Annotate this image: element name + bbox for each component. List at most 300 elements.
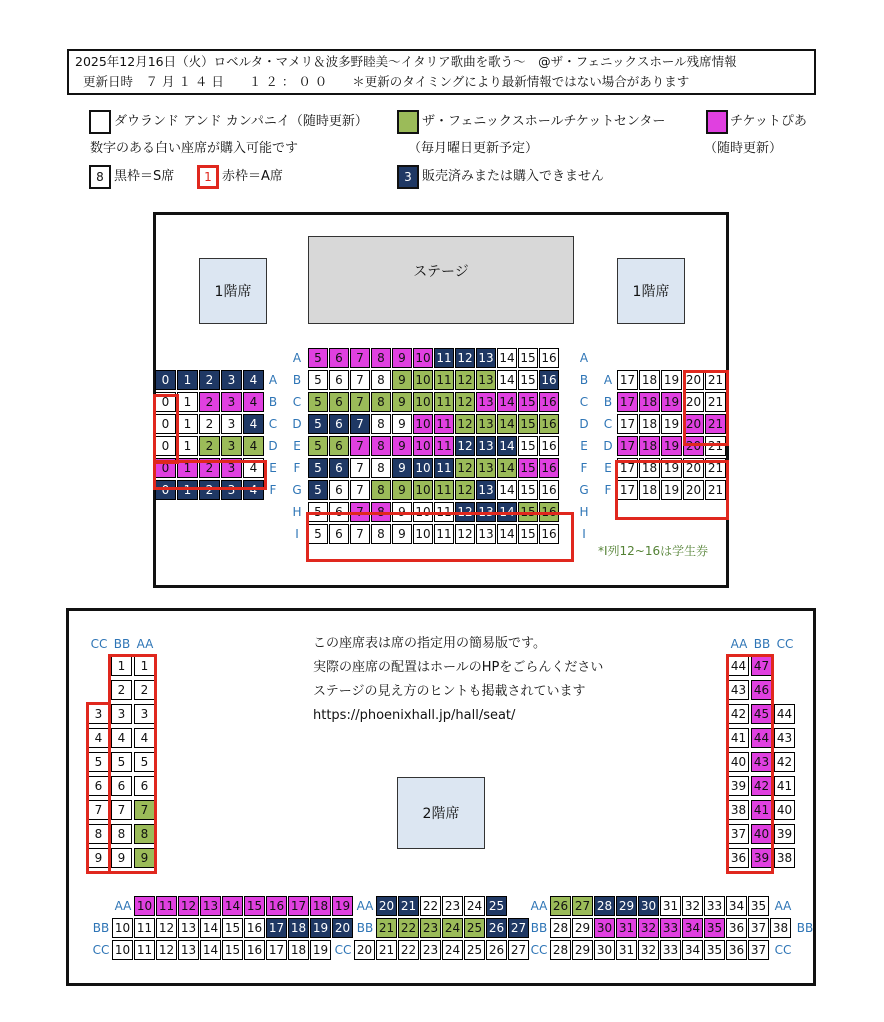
- seat-E16[interactable]: 16: [539, 436, 559, 456]
- seat-A8[interactable]: 8: [371, 348, 391, 368]
- seat-AA6[interactable]: 6: [134, 776, 155, 796]
- seat-A10[interactable]: 10: [413, 348, 433, 368]
- seat-BB-25[interactable]: 25: [464, 918, 485, 938]
- seat-D14[interactable]: 14: [497, 414, 517, 434]
- seat-I10[interactable]: 10: [413, 524, 433, 544]
- seat-G5[interactable]: 5: [308, 480, 328, 500]
- seat-RF21[interactable]: 21: [705, 480, 726, 500]
- seat-AA37[interactable]: 37: [728, 824, 749, 844]
- seat-H10[interactable]: 10: [413, 502, 433, 522]
- seat-D6[interactable]: 6: [329, 414, 349, 434]
- seat-CC43[interactable]: 43: [774, 728, 795, 748]
- seat-LE4[interactable]: 4: [243, 458, 264, 478]
- seat-H11[interactable]: 11: [434, 502, 454, 522]
- seat-I5[interactable]: 5: [308, 524, 328, 544]
- seat-A15[interactable]: 15: [518, 348, 538, 368]
- seat-G6[interactable]: 6: [329, 480, 349, 500]
- seat-BB-12[interactable]: 12: [156, 918, 177, 938]
- seat-BB-19[interactable]: 19: [310, 918, 331, 938]
- seat-LC2[interactable]: 2: [199, 414, 220, 434]
- seat-A12[interactable]: 12: [455, 348, 475, 368]
- seat-RE19[interactable]: 19: [661, 458, 682, 478]
- seat-BB43[interactable]: 43: [751, 752, 772, 772]
- seat-D11[interactable]: 11: [434, 414, 454, 434]
- seat-AA-27[interactable]: 27: [572, 896, 593, 916]
- seat-RC20[interactable]: 20: [683, 414, 704, 434]
- seat-B13[interactable]: 13: [476, 370, 496, 390]
- seat-H12[interactable]: 12: [455, 502, 475, 522]
- seat-CC-29[interactable]: 29: [572, 940, 593, 960]
- seat-D7[interactable]: 7: [350, 414, 370, 434]
- seat-BB-27[interactable]: 27: [508, 918, 529, 938]
- seat-C9[interactable]: 9: [392, 392, 412, 412]
- seat-RA17[interactable]: 17: [617, 370, 638, 390]
- seat-CC-36[interactable]: 36: [726, 940, 747, 960]
- seat-G12[interactable]: 12: [455, 480, 475, 500]
- seat-AA7[interactable]: 7: [134, 800, 155, 820]
- seat-CC-24[interactable]: 24: [442, 940, 463, 960]
- seat-RD18[interactable]: 18: [639, 436, 660, 456]
- seat-CC-11[interactable]: 11: [134, 940, 155, 960]
- seat-H15[interactable]: 15: [518, 502, 538, 522]
- seat-E5[interactable]: 5: [308, 436, 328, 456]
- seat-CC8[interactable]: 8: [88, 824, 109, 844]
- seat-AA-23[interactable]: 23: [442, 896, 463, 916]
- seat-LE3[interactable]: 3: [221, 458, 242, 478]
- seat-CC-15[interactable]: 15: [222, 940, 243, 960]
- seat-B5[interactable]: 5: [308, 370, 328, 390]
- seat-AA-10[interactable]: 10: [134, 896, 155, 916]
- seat-LF4[interactable]: 4: [243, 480, 264, 500]
- seat-CC-21[interactable]: 21: [376, 940, 397, 960]
- seat-LF1[interactable]: 1: [177, 480, 198, 500]
- seat-C5[interactable]: 5: [308, 392, 328, 412]
- seat-BB-31[interactable]: 31: [616, 918, 637, 938]
- seat-BB-18[interactable]: 18: [288, 918, 309, 938]
- seat-CC-18[interactable]: 18: [288, 940, 309, 960]
- seat-B9[interactable]: 9: [392, 370, 412, 390]
- seat-CC-19[interactable]: 19: [310, 940, 331, 960]
- seat-B11[interactable]: 11: [434, 370, 454, 390]
- seat-F15[interactable]: 15: [518, 458, 538, 478]
- seat-C6[interactable]: 6: [329, 392, 349, 412]
- seat-AA-33[interactable]: 33: [704, 896, 725, 916]
- seat-C7[interactable]: 7: [350, 392, 370, 412]
- seat-I8[interactable]: 8: [371, 524, 391, 544]
- seat-LB2[interactable]: 2: [199, 392, 220, 412]
- seat-F6[interactable]: 6: [329, 458, 349, 478]
- seat-BB-35[interactable]: 35: [704, 918, 725, 938]
- seat-CC-27[interactable]: 27: [508, 940, 529, 960]
- seat-AA4[interactable]: 4: [134, 728, 155, 748]
- seat-B6[interactable]: 6: [329, 370, 349, 390]
- seat-BB-29[interactable]: 29: [572, 918, 593, 938]
- seat-LF2[interactable]: 2: [199, 480, 220, 500]
- seat-BB-13[interactable]: 13: [178, 918, 199, 938]
- seat-LD1[interactable]: 1: [177, 436, 198, 456]
- seat-RE20[interactable]: 20: [683, 458, 704, 478]
- seat-C14[interactable]: 14: [497, 392, 517, 412]
- seat-C10[interactable]: 10: [413, 392, 433, 412]
- seat-CC5[interactable]: 5: [88, 752, 109, 772]
- seat-CC3[interactable]: 3: [88, 704, 109, 724]
- seat-BB6[interactable]: 6: [111, 776, 132, 796]
- seat-RB17[interactable]: 17: [617, 392, 638, 412]
- seat-BB-36[interactable]: 36: [726, 918, 747, 938]
- seat-C13[interactable]: 13: [476, 392, 496, 412]
- seat-RA20[interactable]: 20: [683, 370, 704, 390]
- seat-LA2[interactable]: 2: [199, 370, 220, 390]
- seat-C12[interactable]: 12: [455, 392, 475, 412]
- seat-RA21[interactable]: 21: [705, 370, 726, 390]
- seat-CC38[interactable]: 38: [774, 848, 795, 868]
- seat-C16[interactable]: 16: [539, 392, 559, 412]
- seat-CC-26[interactable]: 26: [486, 940, 507, 960]
- seat-LA0[interactable]: 0: [155, 370, 176, 390]
- seat-LB3[interactable]: 3: [221, 392, 242, 412]
- seat-D15[interactable]: 15: [518, 414, 538, 434]
- seat-BB39[interactable]: 39: [751, 848, 772, 868]
- seat-AA1[interactable]: 1: [134, 656, 155, 676]
- seat-E8[interactable]: 8: [371, 436, 391, 456]
- seat-CC-28[interactable]: 28: [550, 940, 571, 960]
- seat-B14[interactable]: 14: [497, 370, 517, 390]
- seat-AA5[interactable]: 5: [134, 752, 155, 772]
- seat-I11[interactable]: 11: [434, 524, 454, 544]
- seat-A7[interactable]: 7: [350, 348, 370, 368]
- seat-AA-29[interactable]: 29: [616, 896, 637, 916]
- seat-I16[interactable]: 16: [539, 524, 559, 544]
- seat-I14[interactable]: 14: [497, 524, 517, 544]
- seat-B15[interactable]: 15: [518, 370, 538, 390]
- seat-AA-26[interactable]: 26: [550, 896, 571, 916]
- seat-F8[interactable]: 8: [371, 458, 391, 478]
- seat-CC-32[interactable]: 32: [638, 940, 659, 960]
- seat-LC4[interactable]: 4: [243, 414, 264, 434]
- seat-AA-14[interactable]: 14: [222, 896, 243, 916]
- seat-CC-31[interactable]: 31: [616, 940, 637, 960]
- seat-G14[interactable]: 14: [497, 480, 517, 500]
- seat-AA-15[interactable]: 15: [244, 896, 265, 916]
- seat-G7[interactable]: 7: [350, 480, 370, 500]
- seat-RC17[interactable]: 17: [617, 414, 638, 434]
- seat-A16[interactable]: 16: [539, 348, 559, 368]
- seat-RC18[interactable]: 18: [639, 414, 660, 434]
- seat-C15[interactable]: 15: [518, 392, 538, 412]
- seat-BB-33[interactable]: 33: [660, 918, 681, 938]
- seat-AA-30[interactable]: 30: [638, 896, 659, 916]
- seat-RB20[interactable]: 20: [683, 392, 704, 412]
- seat-AA3[interactable]: 3: [134, 704, 155, 724]
- seat-CC-12[interactable]: 12: [156, 940, 177, 960]
- seat-AA-21[interactable]: 21: [398, 896, 419, 916]
- seat-H16[interactable]: 16: [539, 502, 559, 522]
- seat-G9[interactable]: 9: [392, 480, 412, 500]
- seat-G11[interactable]: 11: [434, 480, 454, 500]
- seat-LB0[interactable]: 0: [155, 392, 176, 412]
- seat-BB45[interactable]: 45: [751, 704, 772, 724]
- seat-E15[interactable]: 15: [518, 436, 538, 456]
- seat-CC6[interactable]: 6: [88, 776, 109, 796]
- seat-RF18[interactable]: 18: [639, 480, 660, 500]
- seat-LD3[interactable]: 3: [221, 436, 242, 456]
- seat-CC-34[interactable]: 34: [682, 940, 703, 960]
- seat-LE1[interactable]: 1: [177, 458, 198, 478]
- seat-LA3[interactable]: 3: [221, 370, 242, 390]
- seat-RD20[interactable]: 20: [683, 436, 704, 456]
- seat-CC-20[interactable]: 20: [354, 940, 375, 960]
- seat-RE21[interactable]: 21: [705, 458, 726, 478]
- seat-A6[interactable]: 6: [329, 348, 349, 368]
- seat-CC-22[interactable]: 22: [398, 940, 419, 960]
- seat-AA41[interactable]: 41: [728, 728, 749, 748]
- seat-LD4[interactable]: 4: [243, 436, 264, 456]
- seat-CC39[interactable]: 39: [774, 824, 795, 844]
- seat-AA-19[interactable]: 19: [332, 896, 353, 916]
- seat-F13[interactable]: 13: [476, 458, 496, 478]
- seat-LE2[interactable]: 2: [199, 458, 220, 478]
- seat-AA44[interactable]: 44: [728, 656, 749, 676]
- seat-BB-10[interactable]: 10: [112, 918, 133, 938]
- seat-B16[interactable]: 16: [539, 370, 559, 390]
- seat-E10[interactable]: 10: [413, 436, 433, 456]
- seat-E14[interactable]: 14: [497, 436, 517, 456]
- seat-BB-15[interactable]: 15: [222, 918, 243, 938]
- seat-BB5[interactable]: 5: [111, 752, 132, 772]
- seat-AA-32[interactable]: 32: [682, 896, 703, 916]
- seat-BB-34[interactable]: 34: [682, 918, 703, 938]
- seat-H5[interactable]: 5: [308, 502, 328, 522]
- seat-AA-34[interactable]: 34: [726, 896, 747, 916]
- seat-RC19[interactable]: 19: [661, 414, 682, 434]
- seat-BB7[interactable]: 7: [111, 800, 132, 820]
- seat-CC-10[interactable]: 10: [112, 940, 133, 960]
- seat-D13[interactable]: 13: [476, 414, 496, 434]
- seat-CC9[interactable]: 9: [88, 848, 109, 868]
- seat-CC-14[interactable]: 14: [200, 940, 221, 960]
- seat-I9[interactable]: 9: [392, 524, 412, 544]
- seat-AA-11[interactable]: 11: [156, 896, 177, 916]
- seat-AA-28[interactable]: 28: [594, 896, 615, 916]
- seat-LD0[interactable]: 0: [155, 436, 176, 456]
- seat-G16[interactable]: 16: [539, 480, 559, 500]
- seat-AA-13[interactable]: 13: [200, 896, 221, 916]
- seat-BB-23[interactable]: 23: [420, 918, 441, 938]
- seat-RF20[interactable]: 20: [683, 480, 704, 500]
- seat-AA36[interactable]: 36: [728, 848, 749, 868]
- seat-CC-23[interactable]: 23: [420, 940, 441, 960]
- seat-D5[interactable]: 5: [308, 414, 328, 434]
- seat-BB9[interactable]: 9: [111, 848, 132, 868]
- seat-A11[interactable]: 11: [434, 348, 454, 368]
- seat-AA-31[interactable]: 31: [660, 896, 681, 916]
- seat-D16[interactable]: 16: [539, 414, 559, 434]
- seat-LC0[interactable]: 0: [155, 414, 176, 434]
- seat-BB-38[interactable]: 38: [770, 918, 791, 938]
- seat-CC-16[interactable]: 16: [244, 940, 265, 960]
- seat-CC40[interactable]: 40: [774, 800, 795, 820]
- seat-E13[interactable]: 13: [476, 436, 496, 456]
- seat-BB-28[interactable]: 28: [550, 918, 571, 938]
- seat-H8[interactable]: 8: [371, 502, 391, 522]
- seat-CC-33[interactable]: 33: [660, 940, 681, 960]
- seat-AA43[interactable]: 43: [728, 680, 749, 700]
- seat-LC3[interactable]: 3: [221, 414, 242, 434]
- seat-G13[interactable]: 13: [476, 480, 496, 500]
- seat-AA38[interactable]: 38: [728, 800, 749, 820]
- seat-RF19[interactable]: 19: [661, 480, 682, 500]
- seat-AA9[interactable]: 9: [134, 848, 155, 868]
- seat-G8[interactable]: 8: [371, 480, 391, 500]
- seat-CC41[interactable]: 41: [774, 776, 795, 796]
- seat-B8[interactable]: 8: [371, 370, 391, 390]
- seat-RD21[interactable]: 21: [705, 436, 726, 456]
- seat-BB4[interactable]: 4: [111, 728, 132, 748]
- seat-C8[interactable]: 8: [371, 392, 391, 412]
- seat-BB-37[interactable]: 37: [748, 918, 769, 938]
- seat-AA-24[interactable]: 24: [464, 896, 485, 916]
- seat-CC-30[interactable]: 30: [594, 940, 615, 960]
- seat-F7[interactable]: 7: [350, 458, 370, 478]
- seat-D9[interactable]: 9: [392, 414, 412, 434]
- seat-F9[interactable]: 9: [392, 458, 412, 478]
- seat-G15[interactable]: 15: [518, 480, 538, 500]
- seat-AA-16[interactable]: 16: [266, 896, 287, 916]
- seat-CC-25[interactable]: 25: [464, 940, 485, 960]
- seat-CC7[interactable]: 7: [88, 800, 109, 820]
- seat-CC-35[interactable]: 35: [704, 940, 725, 960]
- seat-A5[interactable]: 5: [308, 348, 328, 368]
- seat-RD19[interactable]: 19: [661, 436, 682, 456]
- seat-RB18[interactable]: 18: [639, 392, 660, 412]
- seat-CC44[interactable]: 44: [774, 704, 795, 724]
- seat-F10[interactable]: 10: [413, 458, 433, 478]
- seat-F5[interactable]: 5: [308, 458, 328, 478]
- seat-A9[interactable]: 9: [392, 348, 412, 368]
- seat-LF3[interactable]: 3: [221, 480, 242, 500]
- seat-I6[interactable]: 6: [329, 524, 349, 544]
- seat-CC42[interactable]: 42: [774, 752, 795, 772]
- seat-BB40[interactable]: 40: [751, 824, 772, 844]
- seat-BB-16[interactable]: 16: [244, 918, 265, 938]
- seat-F14[interactable]: 14: [497, 458, 517, 478]
- seat-RB19[interactable]: 19: [661, 392, 682, 412]
- seat-BB42[interactable]: 42: [751, 776, 772, 796]
- seat-LC1[interactable]: 1: [177, 414, 198, 434]
- seat-BB3[interactable]: 3: [111, 704, 132, 724]
- seat-BB-26[interactable]: 26: [486, 918, 507, 938]
- seat-BB-32[interactable]: 32: [638, 918, 659, 938]
- seat-I7[interactable]: 7: [350, 524, 370, 544]
- seat-LE0[interactable]: 0: [155, 458, 176, 478]
- seat-LA4[interactable]: 4: [243, 370, 264, 390]
- seat-E9[interactable]: 9: [392, 436, 412, 456]
- seat-BB2[interactable]: 2: [111, 680, 132, 700]
- seat-AA2[interactable]: 2: [134, 680, 155, 700]
- seat-AA8[interactable]: 8: [134, 824, 155, 844]
- seat-I13[interactable]: 13: [476, 524, 496, 544]
- seat-BB46[interactable]: 46: [751, 680, 772, 700]
- seat-BB41[interactable]: 41: [751, 800, 772, 820]
- seat-I15[interactable]: 15: [518, 524, 538, 544]
- seat-RF17[interactable]: 17: [617, 480, 638, 500]
- seat-BB-20[interactable]: 20: [332, 918, 353, 938]
- seat-BB8[interactable]: 8: [111, 824, 132, 844]
- seat-BB-21[interactable]: 21: [376, 918, 397, 938]
- seat-CC-17[interactable]: 17: [266, 940, 287, 960]
- seat-AA-17[interactable]: 17: [288, 896, 309, 916]
- seat-RB21[interactable]: 21: [705, 392, 726, 412]
- seat-RA19[interactable]: 19: [661, 370, 682, 390]
- seat-E7[interactable]: 7: [350, 436, 370, 456]
- seat-BB47[interactable]: 47: [751, 656, 772, 676]
- seat-AA42[interactable]: 42: [728, 704, 749, 724]
- seat-BB-24[interactable]: 24: [442, 918, 463, 938]
- seat-AA-20[interactable]: 20: [376, 896, 397, 916]
- seat-B12[interactable]: 12: [455, 370, 475, 390]
- seat-F16[interactable]: 16: [539, 458, 559, 478]
- seat-LD2[interactable]: 2: [199, 436, 220, 456]
- seat-D10[interactable]: 10: [413, 414, 433, 434]
- seat-LF0[interactable]: 0: [155, 480, 176, 500]
- seat-H6[interactable]: 6: [329, 502, 349, 522]
- seat-E6[interactable]: 6: [329, 436, 349, 456]
- seat-AA40[interactable]: 40: [728, 752, 749, 772]
- seat-H14[interactable]: 14: [497, 502, 517, 522]
- seat-BB-17[interactable]: 17: [266, 918, 287, 938]
- seat-AA-35[interactable]: 35: [748, 896, 769, 916]
- seat-B10[interactable]: 10: [413, 370, 433, 390]
- seat-BB-30[interactable]: 30: [594, 918, 615, 938]
- seat-BB1[interactable]: 1: [111, 656, 132, 676]
- seat-RE18[interactable]: 18: [639, 458, 660, 478]
- seat-F11[interactable]: 11: [434, 458, 454, 478]
- seat-A14[interactable]: 14: [497, 348, 517, 368]
- seat-BB-14[interactable]: 14: [200, 918, 221, 938]
- seat-I12[interactable]: 12: [455, 524, 475, 544]
- seat-LA1[interactable]: 1: [177, 370, 198, 390]
- seat-RC21[interactable]: 21: [705, 414, 726, 434]
- seat-AA39[interactable]: 39: [728, 776, 749, 796]
- seat-BB-22[interactable]: 22: [398, 918, 419, 938]
- seat-BB44[interactable]: 44: [751, 728, 772, 748]
- seat-CC-13[interactable]: 13: [178, 940, 199, 960]
- seat-F12[interactable]: 12: [455, 458, 475, 478]
- seat-H7[interactable]: 7: [350, 502, 370, 522]
- seat-AA-18[interactable]: 18: [310, 896, 331, 916]
- seat-C11[interactable]: 11: [434, 392, 454, 412]
- seat-AA-25[interactable]: 25: [486, 896, 507, 916]
- seat-D12[interactable]: 12: [455, 414, 475, 434]
- seat-G10[interactable]: 10: [413, 480, 433, 500]
- seat-E12[interactable]: 12: [455, 436, 475, 456]
- seat-BB-11[interactable]: 11: [134, 918, 155, 938]
- seat-H13[interactable]: 13: [476, 502, 496, 522]
- seat-H9[interactable]: 9: [392, 502, 412, 522]
- seat-A13[interactable]: 13: [476, 348, 496, 368]
- seat-CC4[interactable]: 4: [88, 728, 109, 748]
- seat-LB1[interactable]: 1: [177, 392, 198, 412]
- seat-RA18[interactable]: 18: [639, 370, 660, 390]
- seat-E11[interactable]: 11: [434, 436, 454, 456]
- seat-RE17[interactable]: 17: [617, 458, 638, 478]
- seat-CC-37[interactable]: 37: [748, 940, 769, 960]
- seat-AA-22[interactable]: 22: [420, 896, 441, 916]
- seat-D8[interactable]: 8: [371, 414, 391, 434]
- seat-RD17[interactable]: 17: [617, 436, 638, 456]
- seat-B7[interactable]: 7: [350, 370, 370, 390]
- seat-LB4[interactable]: 4: [243, 392, 264, 412]
